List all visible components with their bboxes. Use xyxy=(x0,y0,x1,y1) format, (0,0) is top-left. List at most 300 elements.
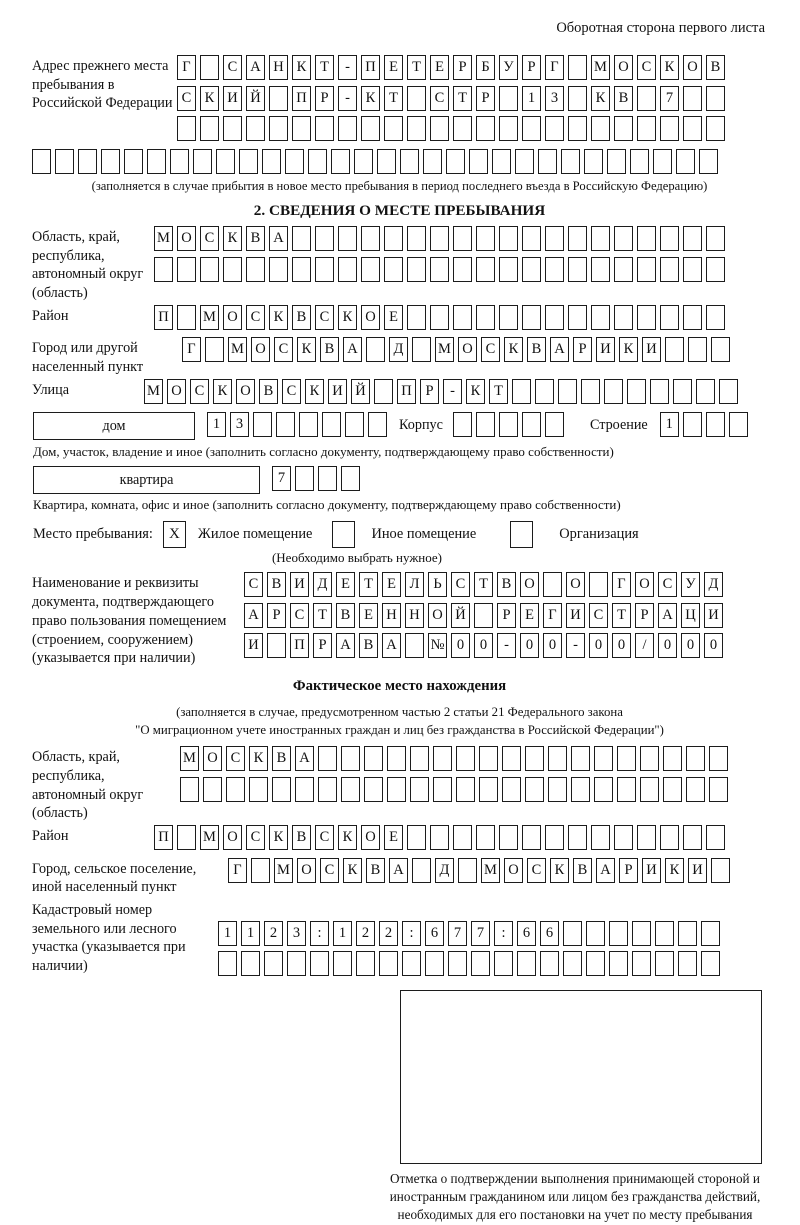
actual-region-label: Область, край, республика, автономный округ (область) xyxy=(32,749,144,822)
char-box xyxy=(640,777,659,802)
char-box: Т xyxy=(612,603,631,628)
char-box xyxy=(205,337,224,362)
char-box: Д xyxy=(435,858,454,883)
char-box xyxy=(170,149,189,174)
char-box xyxy=(561,149,580,174)
checkbox-residential: X xyxy=(163,521,186,548)
char-box: Е xyxy=(384,55,403,80)
cadastral-field xyxy=(32,899,767,982)
confirmation-stamp-note: Отметка о подтверждении выполнения принимающей стороной и иностранным гражданином или лицом без гражданства действий, необходимых для его постановки на учет по месту пребывания xyxy=(389,1170,761,1223)
char-box: Т xyxy=(407,55,426,80)
char-box: К xyxy=(338,825,357,850)
char-box xyxy=(545,412,564,437)
char-box xyxy=(453,226,472,251)
char-box: Г xyxy=(545,55,564,80)
char-box: И xyxy=(704,603,723,628)
char-box: М xyxy=(435,337,454,362)
char-box xyxy=(407,116,426,141)
street-label: Улица xyxy=(32,381,70,398)
char-box xyxy=(292,257,311,282)
char-box: Е xyxy=(336,572,355,597)
char-box xyxy=(515,149,534,174)
char-box xyxy=(469,149,488,174)
char-box xyxy=(571,777,590,802)
char-box: О xyxy=(428,603,447,628)
char-box xyxy=(545,226,564,251)
char-box xyxy=(216,149,235,174)
char-box xyxy=(676,149,695,174)
char-box: О xyxy=(223,825,242,850)
char-box: К xyxy=(665,858,684,883)
char-box: Е xyxy=(520,603,539,628)
char-box xyxy=(341,746,360,771)
char-box: С xyxy=(274,337,293,362)
char-box: А xyxy=(596,858,615,883)
page-side-note: Оборотная сторона первого листа xyxy=(556,20,765,36)
char-box xyxy=(525,746,544,771)
char-box: Д xyxy=(389,337,408,362)
char-box: П xyxy=(397,379,416,404)
char-box xyxy=(545,825,564,850)
char-box xyxy=(476,257,495,282)
char-box xyxy=(430,825,449,850)
city-row xyxy=(182,337,734,364)
char-box xyxy=(604,379,623,404)
char-box: 6 xyxy=(425,921,444,946)
char-box: О xyxy=(167,379,186,404)
char-box xyxy=(315,116,334,141)
char-box: 3 xyxy=(230,412,249,437)
char-box xyxy=(711,858,730,883)
char-box: В xyxy=(573,858,592,883)
char-box: П xyxy=(292,86,311,111)
char-box: 1 xyxy=(241,921,260,946)
char-box: У xyxy=(681,572,700,597)
char-box xyxy=(387,746,406,771)
char-box xyxy=(180,777,199,802)
char-box xyxy=(701,951,720,976)
char-box xyxy=(660,305,679,330)
char-box: Й xyxy=(451,603,470,628)
char-box: О xyxy=(203,746,222,771)
char-box xyxy=(251,858,270,883)
char-box xyxy=(456,746,475,771)
char-box: Ц xyxy=(681,603,700,628)
char-box: С xyxy=(315,825,334,850)
char-box xyxy=(683,825,702,850)
char-box: М xyxy=(200,305,219,330)
char-box: К xyxy=(305,379,324,404)
street-row xyxy=(144,379,742,406)
char-box: К xyxy=(223,226,242,251)
region-field xyxy=(32,226,767,303)
char-box xyxy=(476,412,495,437)
char-box xyxy=(637,226,656,251)
char-box xyxy=(249,777,268,802)
char-box: 1 xyxy=(207,412,226,437)
char-box: 7 xyxy=(471,921,490,946)
char-box xyxy=(269,116,288,141)
char-box xyxy=(696,379,715,404)
char-box xyxy=(410,777,429,802)
char-box xyxy=(558,379,577,404)
char-box xyxy=(310,951,329,976)
char-box: Г xyxy=(228,858,247,883)
char-box xyxy=(471,951,490,976)
char-box: - xyxy=(566,633,585,658)
char-box xyxy=(607,149,626,174)
char-box: В xyxy=(497,572,516,597)
char-box: М xyxy=(154,226,173,251)
char-box: С xyxy=(282,379,301,404)
char-box: 0 xyxy=(520,633,539,658)
char-box: 7 xyxy=(660,86,679,111)
cadastral-row-1 xyxy=(218,921,724,948)
char-box: К xyxy=(297,337,316,362)
char-box xyxy=(594,777,613,802)
char-box xyxy=(673,379,692,404)
city-field xyxy=(32,337,767,376)
char-box xyxy=(456,777,475,802)
char-box: А xyxy=(382,633,401,658)
char-box xyxy=(474,603,493,628)
char-box: : xyxy=(310,921,329,946)
char-box xyxy=(331,149,350,174)
char-box xyxy=(338,257,357,282)
char-box xyxy=(706,86,725,111)
char-box xyxy=(379,951,398,976)
char-box: С xyxy=(658,572,677,597)
char-box: Т xyxy=(313,603,332,628)
char-box xyxy=(177,825,196,850)
char-box xyxy=(322,412,341,437)
char-box xyxy=(407,305,426,330)
char-box: С xyxy=(637,55,656,80)
char-box xyxy=(318,466,337,491)
char-box xyxy=(154,257,173,282)
char-box: В xyxy=(366,858,385,883)
char-box xyxy=(366,337,385,362)
char-box: А xyxy=(336,633,355,658)
street-field xyxy=(32,379,767,410)
char-box xyxy=(535,379,554,404)
char-box xyxy=(218,951,237,976)
char-box xyxy=(632,951,651,976)
char-box: К xyxy=(660,55,679,80)
char-box xyxy=(522,825,541,850)
char-box xyxy=(568,86,587,111)
char-box xyxy=(563,921,582,946)
char-box: К xyxy=(269,825,288,850)
checkbox-other-premises xyxy=(332,521,355,548)
char-box: - xyxy=(338,55,357,80)
char-box: О xyxy=(297,858,316,883)
char-box: И xyxy=(642,337,661,362)
char-box: В xyxy=(292,825,311,850)
char-box xyxy=(479,746,498,771)
char-box xyxy=(502,777,521,802)
char-box: М xyxy=(228,337,247,362)
char-box: Л xyxy=(405,572,424,597)
char-box xyxy=(706,305,725,330)
char-box: О xyxy=(566,572,585,597)
char-box: П xyxy=(154,305,173,330)
char-box: 2 xyxy=(264,921,283,946)
actual-region-field xyxy=(32,746,767,823)
char-box xyxy=(568,116,587,141)
apartment-number-boxes xyxy=(272,466,364,493)
char-box xyxy=(627,379,646,404)
char-box xyxy=(425,951,444,976)
char-box xyxy=(458,858,477,883)
char-box xyxy=(384,226,403,251)
char-box: В xyxy=(336,603,355,628)
char-box: А xyxy=(244,603,263,628)
char-box: С xyxy=(246,305,265,330)
char-box: : xyxy=(402,921,421,946)
char-box: К xyxy=(269,305,288,330)
char-box: С xyxy=(226,746,245,771)
char-box xyxy=(701,921,720,946)
char-box: Р xyxy=(619,858,638,883)
char-box xyxy=(522,412,541,437)
char-box: У xyxy=(499,55,518,80)
char-box: Г xyxy=(543,603,562,628)
char-box: О xyxy=(614,55,633,80)
char-box: О xyxy=(635,572,654,597)
char-box: К xyxy=(591,86,610,111)
char-box xyxy=(502,746,521,771)
char-box: 0 xyxy=(612,633,631,658)
char-box xyxy=(729,412,748,437)
char-box xyxy=(499,412,518,437)
char-box: 3 xyxy=(287,921,306,946)
char-box: И xyxy=(328,379,347,404)
char-box: 6 xyxy=(517,921,536,946)
prev-address-row-4 xyxy=(32,149,767,176)
char-box: Е xyxy=(384,305,403,330)
char-box: С xyxy=(481,337,500,362)
stay-type-row xyxy=(33,521,767,548)
char-box: 0 xyxy=(474,633,493,658)
char-box: К xyxy=(619,337,638,362)
char-box xyxy=(653,149,672,174)
char-box: В xyxy=(320,337,339,362)
char-box xyxy=(709,777,728,802)
char-box xyxy=(568,55,587,80)
char-box: В xyxy=(272,746,291,771)
char-box xyxy=(563,951,582,976)
prev-address-note: (заполняется в случае прибытия в новое место пребывания в период последнего въезда в Российскую Федерацию) xyxy=(91,179,708,193)
char-box xyxy=(699,149,718,174)
char-box: С xyxy=(190,379,209,404)
actual-district-field xyxy=(32,825,767,856)
char-box xyxy=(683,116,702,141)
char-box xyxy=(706,226,725,251)
char-box: Е xyxy=(384,825,403,850)
char-box xyxy=(655,921,674,946)
actual-location-note-2: "О миграционном учете иностранных граждан и лиц без гражданства в Российской Федерации") xyxy=(135,723,664,738)
char-box: Д xyxy=(313,572,332,597)
char-box: 0 xyxy=(589,633,608,658)
char-box xyxy=(655,951,674,976)
char-box xyxy=(341,466,360,491)
char-box xyxy=(338,226,357,251)
char-box xyxy=(637,86,656,111)
char-box xyxy=(200,55,219,80)
char-box: О xyxy=(520,572,539,597)
char-box: Т xyxy=(315,55,334,80)
char-box: О xyxy=(361,825,380,850)
char-box xyxy=(706,116,725,141)
char-box xyxy=(660,116,679,141)
char-box xyxy=(269,257,288,282)
document-row-3 xyxy=(244,633,727,660)
actual-location-title: Фактическое место нахождения xyxy=(292,678,507,695)
char-box xyxy=(364,777,383,802)
char-box xyxy=(683,412,702,437)
char-box xyxy=(476,305,495,330)
actual-district-row xyxy=(154,825,729,852)
char-box: С xyxy=(177,86,196,111)
char-box: : xyxy=(494,921,513,946)
char-box: А xyxy=(343,337,362,362)
char-box: И xyxy=(244,633,263,658)
char-box xyxy=(476,116,495,141)
char-box: В xyxy=(614,86,633,111)
char-box: Д xyxy=(704,572,723,597)
char-box xyxy=(630,149,649,174)
prev-address-rows xyxy=(177,55,729,147)
char-box: К xyxy=(249,746,268,771)
stroenie-label: Строение xyxy=(589,417,648,434)
char-box xyxy=(264,951,283,976)
char-box xyxy=(591,116,610,141)
char-box xyxy=(494,951,513,976)
char-box xyxy=(660,825,679,850)
char-box xyxy=(637,305,656,330)
char-box xyxy=(709,746,728,771)
char-box xyxy=(665,337,684,362)
char-box xyxy=(147,149,166,174)
char-box xyxy=(706,412,725,437)
char-box xyxy=(609,921,628,946)
char-box xyxy=(241,951,260,976)
char-box: В xyxy=(267,572,286,597)
prev-address-label: Адрес прежнего места пребывания в Российской Федерации xyxy=(32,58,173,112)
char-box xyxy=(711,337,730,362)
char-box xyxy=(586,921,605,946)
char-box xyxy=(683,86,702,111)
char-box xyxy=(522,116,541,141)
char-box: И xyxy=(596,337,615,362)
char-box xyxy=(32,149,51,174)
char-box: 2 xyxy=(379,921,398,946)
char-box xyxy=(594,746,613,771)
char-box: К xyxy=(504,337,523,362)
char-box xyxy=(407,257,426,282)
char-box xyxy=(410,746,429,771)
prev-address-field xyxy=(32,55,767,147)
char-box xyxy=(200,116,219,141)
char-box xyxy=(568,226,587,251)
char-box xyxy=(412,337,431,362)
char-box xyxy=(285,149,304,174)
char-box: Р xyxy=(497,603,516,628)
char-box xyxy=(223,116,242,141)
char-box xyxy=(377,149,396,174)
char-box: Г xyxy=(177,55,196,80)
char-box: / xyxy=(635,633,654,658)
stay-type-label: Место пребывания: xyxy=(33,526,153,543)
char-box: С xyxy=(527,858,546,883)
actual-region-row-2 xyxy=(180,777,732,804)
char-box xyxy=(522,226,541,251)
actual-district-label: Район xyxy=(32,828,69,845)
char-box: К xyxy=(292,55,311,80)
char-box: М xyxy=(591,55,610,80)
char-box xyxy=(315,226,334,251)
char-box xyxy=(453,116,472,141)
char-box xyxy=(683,257,702,282)
char-box: Р xyxy=(420,379,439,404)
char-box xyxy=(446,149,465,174)
char-box xyxy=(568,825,587,850)
char-box: Т xyxy=(489,379,508,404)
char-box xyxy=(568,257,587,282)
char-box: О xyxy=(504,858,523,883)
char-box xyxy=(361,226,380,251)
char-box: Р xyxy=(313,633,332,658)
char-box xyxy=(364,746,383,771)
char-box xyxy=(637,257,656,282)
char-box xyxy=(269,86,288,111)
char-box xyxy=(203,777,222,802)
char-box: Т xyxy=(359,572,378,597)
char-box: Р xyxy=(635,603,654,628)
char-box: В xyxy=(246,226,265,251)
char-box: П xyxy=(154,825,173,850)
char-box xyxy=(617,746,636,771)
char-box: А xyxy=(269,226,288,251)
char-box xyxy=(492,149,511,174)
char-box xyxy=(177,305,196,330)
char-box xyxy=(407,86,426,111)
char-box: Б xyxy=(476,55,495,80)
char-box xyxy=(407,825,426,850)
char-box xyxy=(663,777,682,802)
char-box xyxy=(226,777,245,802)
char-box xyxy=(177,116,196,141)
char-box xyxy=(632,921,651,946)
char-box xyxy=(341,777,360,802)
char-box: - xyxy=(443,379,462,404)
char-box xyxy=(525,777,544,802)
char-box xyxy=(678,951,697,976)
district-field xyxy=(32,305,767,336)
char-box: С xyxy=(246,825,265,850)
char-box xyxy=(287,951,306,976)
house-type-box: дом xyxy=(33,412,195,440)
char-box xyxy=(433,746,452,771)
char-box xyxy=(614,116,633,141)
district-row xyxy=(154,305,729,332)
char-box: О xyxy=(683,55,702,80)
char-box: Р xyxy=(453,55,472,80)
char-box xyxy=(361,116,380,141)
char-box: М xyxy=(200,825,219,850)
char-box: - xyxy=(497,633,516,658)
